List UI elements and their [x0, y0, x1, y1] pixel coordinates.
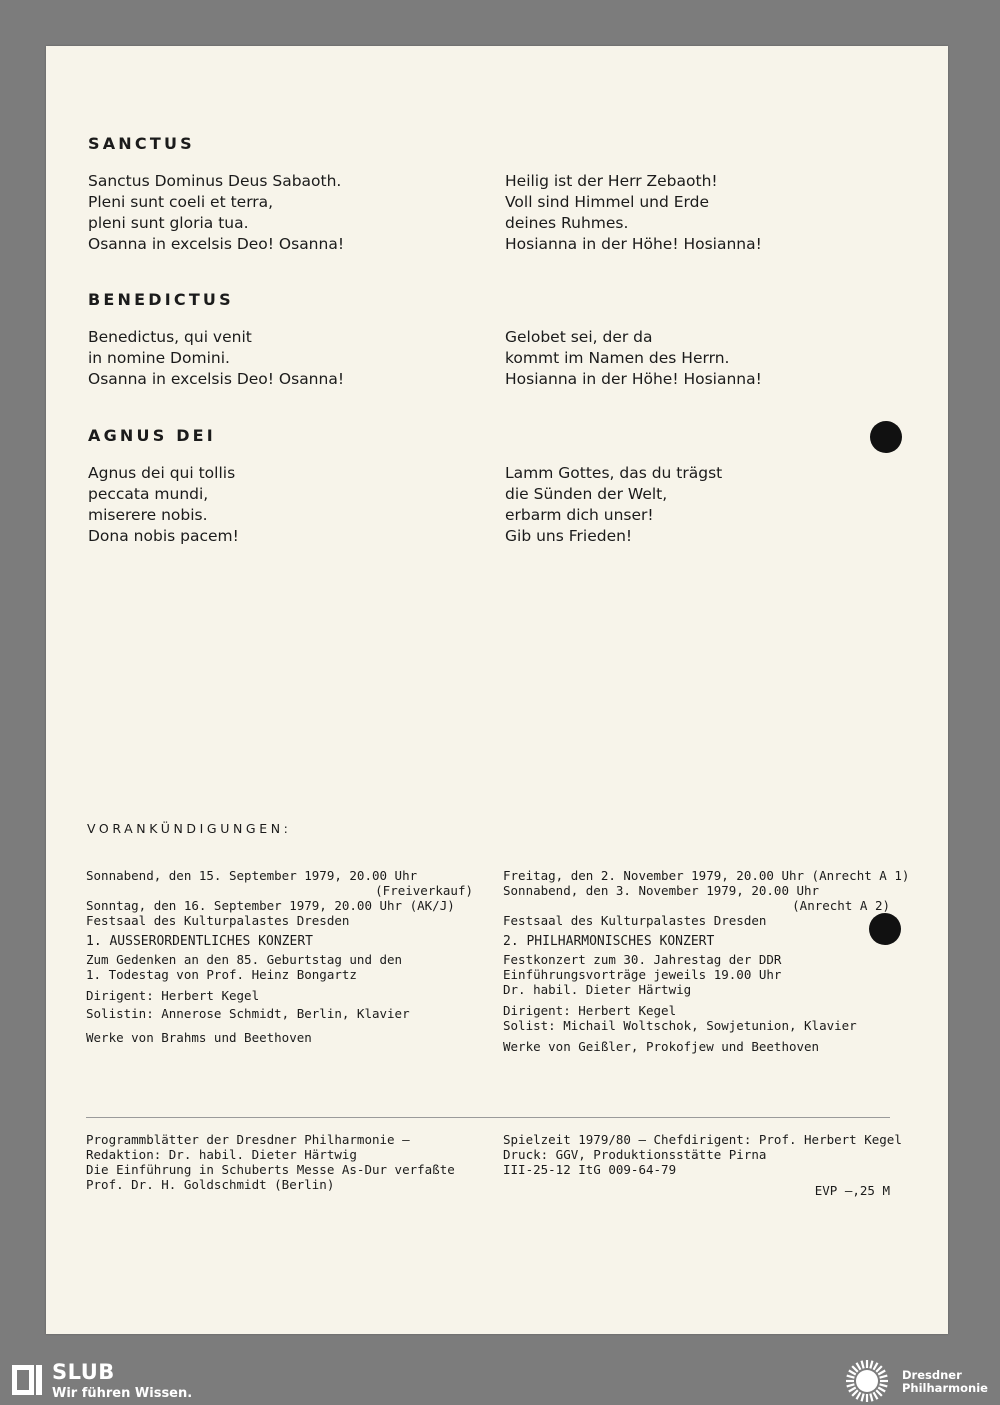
sunburst-ray	[876, 1390, 882, 1396]
sunburst-ray	[878, 1371, 885, 1375]
sunburst-ray	[870, 1361, 872, 1369]
colophon-line: Die Einführung in Schuberts Messe As-Dur verfaßte	[86, 1162, 455, 1177]
sunburst-ray	[847, 1376, 855, 1378]
concert-works: Werke von Geißler, Prokofjew und Beethoven	[503, 1039, 820, 1054]
library-tagline: Wir führen Wissen.	[52, 1386, 193, 1401]
sunburst-ray	[849, 1388, 856, 1392]
agnus-dei-german	[505, 463, 722, 547]
verse-line: Heilig ist der Herr Zebaoth!	[505, 172, 718, 190]
partner-name[interactable]	[902, 1369, 988, 1395]
verse-line: erbarm dich unser!	[505, 506, 654, 524]
concert-date: Freitag, den 2. November 1979, 20.00 Uhr (Anrecht A 1)	[503, 868, 910, 883]
partner-name-line: Philharmonie	[902, 1381, 988, 1395]
concert-soloist: Solist: Michail Woltschok, Sowjetunion, Klavier	[503, 1018, 857, 1033]
concert-conductor: Dirigent: Herbert Kegel	[86, 988, 260, 1003]
sunburst-ray	[880, 1376, 888, 1378]
sunburst-ray	[849, 1371, 856, 1375]
colophon-line: Prof. Dr. H. Goldschmidt (Berlin)	[86, 1177, 335, 1192]
verse-line: Osanna in excelsis Deo! Osanna!	[88, 235, 345, 253]
colophon-line: Druck: GGV, Produktionsstätte Pirna	[503, 1147, 767, 1162]
agnus-dei-latin	[88, 463, 239, 547]
concert-conductor: Dirigent: Herbert Kegel	[503, 1003, 677, 1018]
sunburst-ray	[862, 1394, 864, 1402]
sunburst-ray	[852, 1366, 858, 1372]
concert-description: 1. Todestag von Prof. Heinz Bongartz	[86, 967, 357, 982]
sunburst-ray	[874, 1392, 878, 1399]
partner-name-line: Dresdner	[902, 1368, 962, 1382]
concert-venue: Festsaal des Kulturpalastes Dresden	[86, 913, 350, 928]
concert-description: Dr. habil. Dieter Härtwig	[503, 982, 692, 997]
verse-line: deines Ruhmes.	[505, 214, 629, 232]
verse-line: Gib uns Frieden!	[505, 527, 633, 545]
verse-line: Lamm Gottes, das du trägst	[505, 464, 723, 482]
verse-line: Sanctus Dominus Deus Sabaoth.	[88, 172, 342, 190]
verse-line: Benedictus, qui venit	[88, 328, 252, 346]
concert-date: Sonntag, den 16. September 1979, 20.00 Uhr (AK/J)	[86, 898, 455, 913]
concert-description: Zum Gedenken an den 85. Geburtstag und den	[86, 952, 403, 967]
verse-line: kommt im Namen des Herrn.	[505, 349, 730, 367]
sunburst-ray	[874, 1363, 878, 1370]
benedictus-latin	[88, 327, 344, 390]
agnus-dei-heading: AGNUS DEI	[88, 426, 216, 445]
announcement-right	[503, 868, 910, 1054]
subscription-note: (Anrecht A 2)	[792, 898, 890, 913]
sunburst-ray	[876, 1366, 882, 1372]
ticket-note: (Freiverkauf)	[375, 883, 473, 898]
announcements-heading: VORANKÜNDIGUNGEN:	[87, 821, 292, 836]
concert-description: Einführungsvorträge jeweils 19.00 Uhr	[503, 967, 782, 982]
verse-line: in nomine Domini.	[88, 349, 230, 367]
verse-line: miserere nobis.	[88, 506, 208, 524]
sunburst-ray	[878, 1388, 885, 1392]
concert-date: Sonnabend, den 15. September 1979, 20.00 Uhr	[86, 868, 418, 883]
verse-line: Gelobet sei, der da	[505, 328, 653, 346]
verse-line: peccata mundi,	[88, 485, 209, 503]
sunburst-ray	[847, 1384, 855, 1386]
colophon-line: Programmblätter der Dresdner Philharmonie —	[86, 1132, 410, 1147]
announcement-left	[86, 868, 473, 1045]
colophon-line: Spielzeit 1979/80 — Chefdirigent: Prof. Herbert Kegel	[503, 1132, 902, 1147]
sanctus-heading: SANCTUS	[88, 134, 195, 153]
sanctus-german	[505, 171, 762, 255]
colophon-left	[86, 1132, 474, 1192]
sunburst-logo-icon[interactable]	[842, 1358, 892, 1404]
benedictus-german	[505, 327, 762, 390]
sunburst-ray	[870, 1394, 872, 1402]
concert-description: Festkonzert zum 30. Jahrestag der DDR	[503, 952, 782, 967]
punch-hole-upper	[870, 421, 902, 453]
verse-line: Pleni sunt coeli et terra,	[88, 193, 274, 211]
sanctus-latin	[88, 171, 344, 255]
sunburst-ray	[857, 1392, 861, 1399]
sunburst-ray	[857, 1363, 861, 1370]
price-label: EVP —,25 M	[814, 1183, 890, 1198]
verse-line: Dona nobis pacem!	[88, 527, 239, 545]
colophon-line: III-25-12 ItG 009-64-79	[503, 1162, 677, 1177]
concert-title: 2. PHILHARMONISCHES KONZERT	[503, 934, 715, 949]
verse-line: Agnus dei qui tollis	[88, 464, 236, 482]
sunburst-ray	[880, 1384, 888, 1386]
benedictus-heading: BENEDICTUS	[88, 290, 234, 309]
verse-line: Voll sind Himmel und Erde	[505, 193, 710, 211]
verse-line: Osanna in excelsis Deo! Osanna!	[88, 370, 345, 388]
concert-title: 1. AUSSERORDENTLICHES KONZERT	[86, 934, 313, 949]
concert-venue: Festsaal des Kulturpalastes Dresden	[503, 913, 767, 928]
concert-works: Werke von Brahms und Beethoven	[86, 1030, 312, 1045]
colophon-divider	[86, 1117, 890, 1118]
verse-line: Hosianna in der Höhe! Hosianna!	[505, 235, 762, 253]
verse-line: Hosianna in der Höhe! Hosianna!	[505, 370, 762, 388]
library-name[interactable]: SLUB	[52, 1360, 115, 1384]
slub-logo-icon[interactable]	[10, 1361, 44, 1399]
sunburst-ray	[862, 1361, 864, 1369]
sunburst-ray	[852, 1390, 858, 1396]
verse-line: die Sünden der Welt,	[505, 485, 668, 503]
colophon-line: Redaktion: Dr. habil. Dieter Härtwig	[86, 1147, 357, 1162]
colophon-right	[503, 1132, 902, 1198]
concert-date: Sonnabend, den 3. November 1979, 20.00 Uhr	[503, 883, 820, 898]
concert-soloist: Solistin: Annerose Schmidt, Berlin, Klavier	[86, 1006, 410, 1021]
verse-line: pleni sunt gloria tua.	[88, 214, 249, 232]
